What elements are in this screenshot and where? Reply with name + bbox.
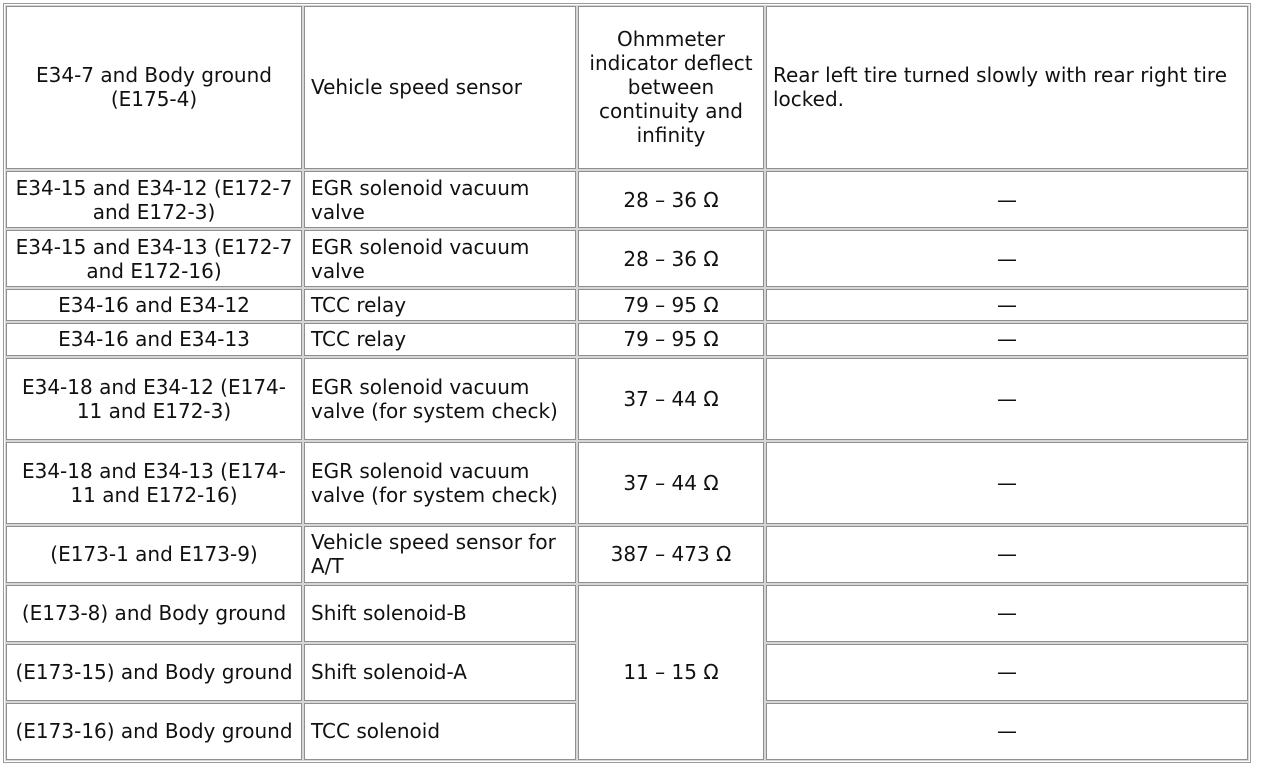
component-cell: Shift solenoid-B [304,585,576,642]
spec-cell: 79 – 95 Ω [578,289,764,321]
condition-cell: — [766,171,1248,228]
terminal-cell: E34-18 and E34-13 (E174-11 and E172-16) [6,442,302,524]
condition-cell: — [766,644,1248,701]
table-row [6,358,1248,440]
spec-cell: 79 – 95 Ω [578,323,764,355]
component-cell: TCC relay [304,289,576,321]
condition-cell: Rear left tire turned slowly with rear right tire locked. [766,6,1248,169]
spec-cell: 37 – 44 Ω [578,442,764,524]
condition-cell: — [766,230,1248,287]
component-cell: EGR solenoid vacuum valve (for system check) [304,442,576,524]
terminal-cell: E34-16 and E34-12 [6,289,302,321]
condition-cell: — [766,358,1248,440]
table-row [6,230,1248,287]
terminal-cell: (E173-16) and Body ground [6,703,302,760]
inspection-table [3,3,1251,763]
component-cell: Vehicle speed sensor for A/T [304,526,576,583]
terminal-cell: E34-15 and E34-12 (E172-7 and E172-3) [6,171,302,228]
component-cell: TCC solenoid [304,703,576,760]
spec-cell: 387 – 473 Ω [578,526,764,583]
condition-cell: — [766,323,1248,355]
table-row [6,526,1248,583]
spec-cell: 28 – 36 Ω [578,230,764,287]
terminal-cell: (E173-1 and E173-9) [6,526,302,583]
condition-cell: — [766,442,1248,524]
spec-cell-merged: 11 – 15 Ω [578,585,764,760]
table-row [6,6,1248,169]
condition-cell: — [766,289,1248,321]
component-cell: Vehicle speed sensor [304,6,576,169]
condition-cell: — [766,703,1248,760]
terminal-cell: E34-7 and Body ground (E175-4) [6,6,302,169]
component-cell: TCC relay [304,323,576,355]
component-cell: EGR solenoid vacuum valve (for system check) [304,358,576,440]
table-row [6,289,1248,321]
condition-cell: — [766,526,1248,583]
table-row [6,442,1248,524]
table-row [6,171,1248,228]
component-cell: EGR solenoid vacuum valve [304,230,576,287]
table-row [6,323,1248,355]
spec-cell: Ohmmeter indicator deflect between continuity and infinity [578,6,764,169]
terminal-cell: E34-16 and E34-13 [6,323,302,355]
component-cell: Shift solenoid-A [304,644,576,701]
condition-cell: — [766,585,1248,642]
spec-cell: 28 – 36 Ω [578,171,764,228]
table-row [6,585,1248,642]
terminal-cell: E34-18 and E34-12 (E174-11 and E172-3) [6,358,302,440]
spec-cell: 37 – 44 Ω [578,358,764,440]
terminal-cell: (E173-15) and Body ground [6,644,302,701]
component-cell: EGR solenoid vacuum valve [304,171,576,228]
terminal-cell: E34-15 and E34-13 (E172-7 and E172-16) [6,230,302,287]
terminal-cell: (E173-8) and Body ground [6,585,302,642]
